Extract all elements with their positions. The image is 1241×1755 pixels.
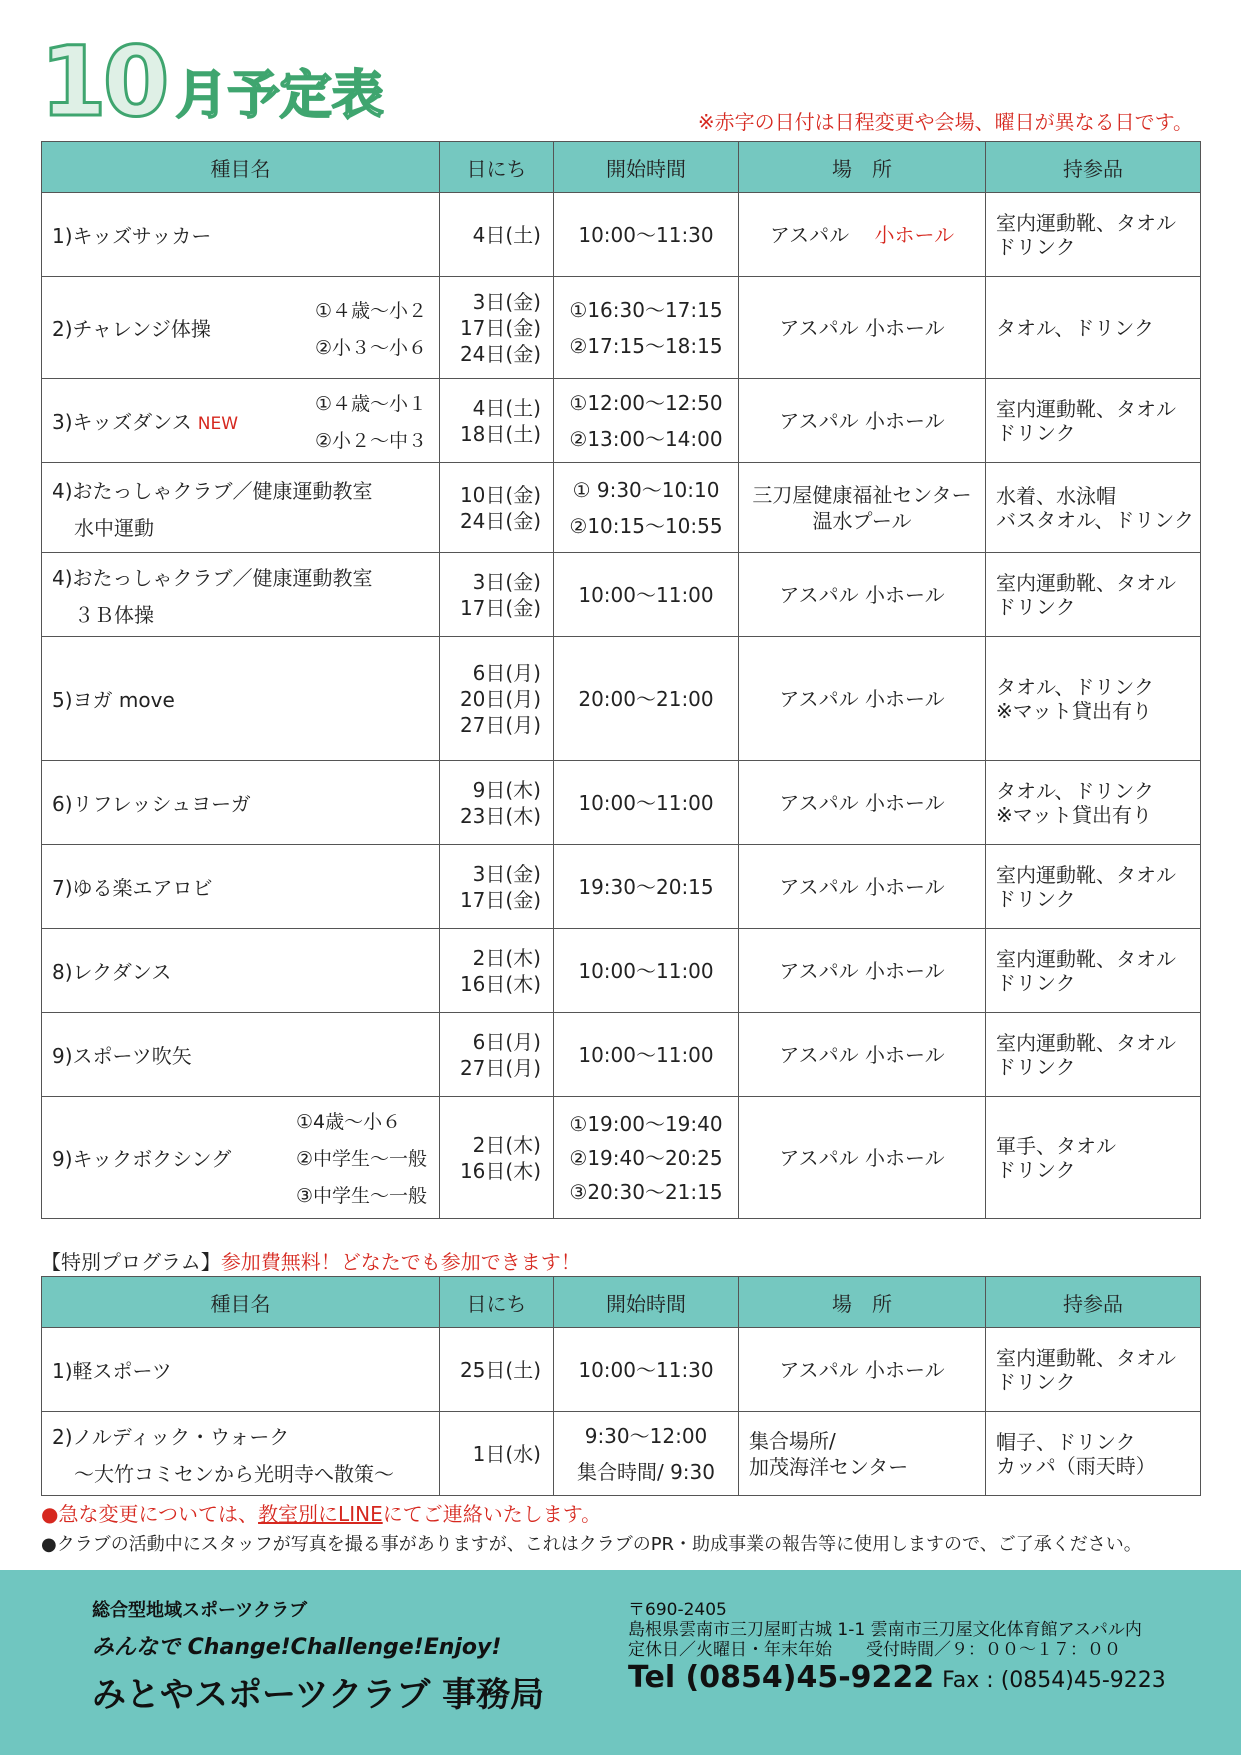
special-header-name: 種目名 bbox=[42, 1277, 440, 1328]
row-item: 室内運動靴、タオル bbox=[996, 570, 1176, 595]
row-name: 1)軽スポーツ bbox=[52, 1359, 172, 1383]
table-row bbox=[42, 845, 1201, 929]
row-item: ドリンク bbox=[996, 1157, 1076, 1182]
line-notice-a: ●急な変更については、 bbox=[41, 1502, 259, 1526]
row-name: 5)ヨガ move bbox=[52, 688, 175, 712]
row-time: 集合時間/ 9:30 bbox=[576, 1459, 715, 1484]
cell-name bbox=[42, 277, 440, 379]
row-time: 10:00～11:00 bbox=[578, 958, 714, 983]
row-time: ① 9:30～10:10 bbox=[572, 477, 720, 502]
cell-place bbox=[739, 553, 986, 637]
table-row bbox=[42, 379, 1201, 463]
line-notice-c: にてご連絡いたします。 bbox=[382, 1502, 602, 1526]
row-name: 8)レクダンス bbox=[52, 960, 172, 984]
row-place: 温水プール bbox=[812, 508, 912, 533]
cell-date bbox=[440, 1412, 554, 1496]
cell-name bbox=[42, 761, 440, 845]
cell-items bbox=[986, 929, 1201, 1013]
row-item: ※マット貸出有り bbox=[996, 698, 1152, 723]
row-date: 27日(月) bbox=[459, 1055, 541, 1080]
row-time: 20:00～21:00 bbox=[578, 686, 714, 711]
cell-name bbox=[42, 1097, 440, 1219]
row-name: 2)ノルディック・ウォーク bbox=[52, 1424, 290, 1449]
cell-items bbox=[986, 379, 1201, 463]
row-name: 4)おたっしゃクラブ／健康運動教室 bbox=[52, 478, 373, 503]
row-time: ①16:30～17:15 bbox=[569, 297, 723, 322]
row-time: ②19:40～20:25 bbox=[569, 1145, 723, 1170]
row-place: アスパル 小ホール bbox=[779, 874, 945, 899]
cell-items bbox=[986, 761, 1201, 845]
cell-name bbox=[42, 929, 440, 1013]
row-place: 集合場所/ bbox=[749, 1428, 836, 1453]
row-date: 17日(金) bbox=[459, 315, 541, 340]
row-name: 9)スポーツ吹矢 bbox=[52, 1044, 192, 1068]
row-item: ドリンク bbox=[996, 1054, 1076, 1079]
row-name: 7)ゆる楽エアロビ bbox=[52, 876, 213, 900]
cell-date bbox=[440, 463, 554, 553]
row-item: ドリンク bbox=[996, 420, 1076, 445]
row-place: アスパル 小ホール bbox=[779, 958, 945, 983]
row-place: アスパル 小ホール bbox=[779, 790, 945, 815]
footer-tel-line bbox=[628, 1660, 1166, 1695]
row-item: ※マット貸出有り bbox=[996, 802, 1152, 827]
cell-items bbox=[986, 1013, 1201, 1097]
cell-place bbox=[739, 929, 986, 1013]
row-place: アスパル 小ホール bbox=[779, 315, 945, 340]
cell-place bbox=[739, 379, 986, 463]
row-item: タオル、ドリンク bbox=[996, 778, 1154, 803]
cell-place bbox=[739, 193, 986, 277]
cell-place bbox=[739, 1328, 986, 1412]
cell-time bbox=[554, 761, 739, 845]
row-date: 17日(金) bbox=[459, 887, 541, 912]
cell-date bbox=[440, 845, 554, 929]
cell-date bbox=[440, 1328, 554, 1412]
row-name-sub: ～大竹コミセンから光明寺へ散策～ bbox=[74, 1461, 394, 1486]
row-date: 6日(月) bbox=[472, 1029, 541, 1054]
cell-date bbox=[440, 277, 554, 379]
special-free-note: 参加費無料！どなたでも参加できます！ bbox=[220, 1250, 581, 1274]
footer-hours: 定休日／火曜日・年末年始 受付時間／９：００～１７：００ bbox=[628, 1640, 1121, 1660]
row-date: 4日(土) bbox=[472, 222, 541, 247]
row-item: バスタオル、ドリンク bbox=[996, 507, 1194, 532]
row-date: 27日(月) bbox=[459, 712, 541, 737]
row-date: 2日(木) bbox=[472, 1132, 541, 1157]
row-sub-group: ①4歳～小６ bbox=[295, 1111, 402, 1133]
row-sub-group: ②中学生～一般 bbox=[295, 1148, 427, 1170]
new-badge: NEW bbox=[197, 414, 239, 434]
row-item: 室内運動靴、タオル bbox=[996, 1345, 1176, 1370]
title-number: 10 bbox=[40, 26, 166, 138]
row-time: 10:00～11:30 bbox=[578, 222, 714, 247]
cell-place bbox=[739, 637, 986, 761]
cell-time bbox=[554, 845, 739, 929]
row-item: ドリンク bbox=[996, 1369, 1076, 1394]
row-date: 6日(月) bbox=[472, 660, 541, 685]
table-row bbox=[42, 277, 1201, 379]
row-place: アスパル 小ホール bbox=[779, 1357, 945, 1382]
cell-place bbox=[739, 761, 986, 845]
cell-name bbox=[42, 379, 440, 463]
cell-name bbox=[42, 1412, 440, 1496]
row-date: 16日(木) bbox=[459, 971, 541, 996]
row-time: ②13:00～14:00 bbox=[569, 426, 723, 451]
cell-name bbox=[42, 637, 440, 761]
header-place: 場 所 bbox=[739, 142, 986, 193]
cell-place bbox=[739, 1013, 986, 1097]
row-place: 三刀屋健康福祉センター bbox=[752, 482, 972, 507]
row-time: ①19:00～19:40 bbox=[569, 1111, 723, 1136]
cell-items bbox=[986, 1328, 1201, 1412]
cell-date bbox=[440, 1097, 554, 1219]
header-name: 種目名 bbox=[42, 142, 440, 193]
cell-items bbox=[986, 463, 1201, 553]
row-name: 4)おたっしゃクラブ／健康運動教室 bbox=[52, 565, 373, 590]
row-time: 10:00～11:00 bbox=[578, 582, 714, 607]
cell-place bbox=[739, 277, 986, 379]
row-place: アスパル 小ホール bbox=[779, 582, 945, 607]
footer-contact bbox=[628, 1600, 1166, 1695]
footer-address: 島根県雲南市三刀屋町古城 1-1 雲南市三刀屋文化体育館アスパル内 bbox=[628, 1620, 1142, 1640]
row-date: 3日(金) bbox=[472, 289, 541, 314]
row-item: 室内運動靴、タオル bbox=[996, 396, 1176, 421]
row-item: ドリンク bbox=[996, 970, 1076, 995]
row-time: ②10:15～10:55 bbox=[569, 513, 723, 538]
special-header-place: 場 所 bbox=[739, 1277, 986, 1328]
row-time: 10:00～11:00 bbox=[578, 790, 714, 815]
footer-left bbox=[92, 1596, 544, 1716]
row-date: 24日(金) bbox=[459, 508, 541, 533]
row-date: 2日(木) bbox=[472, 945, 541, 970]
title-text: 月予定表 bbox=[175, 66, 384, 126]
red-date-note: ※赤字の日付は日程変更や会場、曜日が異なる日です。 bbox=[697, 110, 1193, 134]
row-date: 4日(土) bbox=[472, 395, 541, 420]
row-sub-group: ③中学生～一般 bbox=[295, 1185, 427, 1207]
row-place: 加茂海洋センター bbox=[749, 1454, 909, 1479]
row-date: 18日(土) bbox=[459, 421, 541, 446]
row-date: 23日(木) bbox=[459, 803, 541, 828]
row-place: アスパル bbox=[769, 222, 850, 247]
row-item: カッパ（雨天時） bbox=[996, 1453, 1156, 1478]
row-date: 10日(金) bbox=[459, 482, 541, 507]
row-item: 室内運動靴、タオル bbox=[996, 946, 1176, 971]
cell-date bbox=[440, 929, 554, 1013]
special-program-table bbox=[41, 1276, 1201, 1496]
row-date: 16日(木) bbox=[459, 1158, 541, 1183]
photo-notice: ●クラブの活動中にスタッフが写真を撮る事がありますが、これはクラブのPR・助成事業の報告等に使用しますので、ご了承ください。 bbox=[41, 1534, 1142, 1555]
cell-items bbox=[986, 193, 1201, 277]
cell-items bbox=[986, 1097, 1201, 1219]
table-row bbox=[42, 761, 1201, 845]
footer-tel: Tel (0854)45-9222 bbox=[628, 1660, 935, 1695]
row-place: アスパル 小ホール bbox=[779, 1145, 945, 1170]
table-row bbox=[42, 553, 1201, 637]
special-header-items: 持参品 bbox=[986, 1277, 1201, 1328]
row-sub-group: ②小２～中３ bbox=[314, 429, 427, 452]
cell-name bbox=[42, 1328, 440, 1412]
row-time: ②17:15～18:15 bbox=[569, 333, 723, 358]
cell-items bbox=[986, 277, 1201, 379]
cell-date bbox=[440, 1013, 554, 1097]
line-notice bbox=[41, 1498, 601, 1527]
cell-place bbox=[739, 1097, 986, 1219]
cell-time bbox=[554, 1097, 739, 1219]
table-row bbox=[42, 1412, 1201, 1496]
cell-name bbox=[42, 845, 440, 929]
table-row bbox=[42, 193, 1201, 277]
row-date: 17日(金) bbox=[459, 595, 541, 620]
row-place: アスパル 小ホール bbox=[779, 686, 945, 711]
footer-postal: 〒690-2405 bbox=[628, 1600, 727, 1620]
schedule-table bbox=[41, 141, 1201, 1219]
special-label: 【特別プログラム】 bbox=[41, 1250, 221, 1274]
row-item: 室内運動靴、タオル bbox=[996, 1030, 1176, 1055]
cell-date bbox=[440, 761, 554, 845]
row-name-sub: ３Ｂ体操 bbox=[74, 602, 154, 627]
cell-place bbox=[739, 845, 986, 929]
row-name: 6)リフレッシュヨーガ bbox=[52, 792, 251, 816]
page-title bbox=[40, 26, 384, 138]
row-time: 10:00～11:00 bbox=[578, 1042, 714, 1067]
row-name-sub: 水中運動 bbox=[74, 515, 154, 540]
cell-time bbox=[554, 553, 739, 637]
cell-date bbox=[440, 193, 554, 277]
cell-date bbox=[440, 379, 554, 463]
row-name: 3)キッズダンス bbox=[52, 410, 192, 434]
row-item: 室内運動靴、タオル bbox=[996, 210, 1176, 235]
row-item: タオル、ドリンク bbox=[996, 315, 1154, 340]
footer-club: 総合型地域スポーツクラブ bbox=[92, 1600, 308, 1621]
cell-time bbox=[554, 277, 739, 379]
cell-time bbox=[554, 379, 739, 463]
footer-slogan: みんなで Change!Challenge!Enjoy! bbox=[92, 1635, 502, 1660]
row-place-sub: 小ホール bbox=[874, 222, 955, 247]
cell-time bbox=[554, 929, 739, 1013]
cell-time bbox=[554, 463, 739, 553]
row-time: 9:30～12:00 bbox=[584, 1423, 708, 1448]
table-row bbox=[42, 929, 1201, 1013]
cell-name bbox=[42, 1013, 440, 1097]
row-sub-group: ①４歳～小２ bbox=[314, 299, 427, 322]
row-item: 室内運動靴、タオル bbox=[996, 862, 1176, 887]
cell-date bbox=[440, 553, 554, 637]
cell-place bbox=[739, 463, 986, 553]
row-date: 3日(金) bbox=[472, 569, 541, 594]
cell-name bbox=[42, 193, 440, 277]
row-item: 軍手、タオル bbox=[996, 1133, 1116, 1158]
row-time: ①12:00～12:50 bbox=[569, 390, 723, 415]
cell-time bbox=[554, 637, 739, 761]
cell-items bbox=[986, 637, 1201, 761]
cell-date bbox=[440, 637, 554, 761]
table-row bbox=[42, 463, 1201, 553]
footer-office: みとやスポーツクラブ 事務局 bbox=[92, 1675, 545, 1715]
row-name: 9)キックボクシング bbox=[52, 1147, 232, 1171]
row-item: タオル、ドリンク bbox=[996, 674, 1154, 699]
row-date: 3日(金) bbox=[472, 861, 541, 886]
row-item: 帽子、ドリンク bbox=[996, 1429, 1136, 1454]
line-notice-b: 教室別にLINE bbox=[258, 1502, 383, 1526]
table-row bbox=[42, 1328, 1201, 1412]
header-items: 持参品 bbox=[986, 142, 1201, 193]
row-item: ドリンク bbox=[996, 234, 1076, 259]
row-name: 1)キッズサッカー bbox=[52, 224, 212, 248]
row-sub-group: ②小３～小６ bbox=[314, 336, 427, 359]
row-place: アスパル 小ホール bbox=[779, 408, 945, 433]
row-date: 1日(水) bbox=[472, 1441, 541, 1466]
table-row bbox=[42, 1013, 1201, 1097]
cell-items bbox=[986, 553, 1201, 637]
cell-name bbox=[42, 553, 440, 637]
special-header-date: 日にち bbox=[440, 1277, 554, 1328]
row-time: ③20:30～21:15 bbox=[569, 1179, 723, 1204]
row-time: 10:00～11:30 bbox=[578, 1357, 714, 1382]
row-date: 9日(木) bbox=[472, 777, 541, 802]
footer bbox=[0, 1570, 1241, 1755]
cell-time bbox=[554, 1013, 739, 1097]
row-time: 19:30～20:15 bbox=[578, 874, 714, 899]
row-item: 水着、水泳帽 bbox=[996, 483, 1116, 508]
cell-name bbox=[42, 463, 440, 553]
cell-time bbox=[554, 1412, 739, 1496]
footer-fax: Fax : (0854)45-9223 bbox=[942, 1668, 1166, 1693]
row-date: 24日(金) bbox=[459, 341, 541, 366]
special-header-time: 開始時間 bbox=[554, 1277, 739, 1328]
cell-items bbox=[986, 845, 1201, 929]
row-date: 25日(土) bbox=[459, 1357, 541, 1382]
table-row bbox=[42, 1097, 1201, 1219]
table-row bbox=[42, 637, 1201, 761]
header-date: 日にち bbox=[440, 142, 554, 193]
cell-time bbox=[554, 193, 739, 277]
cell-place bbox=[739, 1412, 986, 1496]
row-name: 2)チャレンジ体操 bbox=[52, 317, 211, 341]
header-time: 開始時間 bbox=[554, 142, 739, 193]
row-place: アスパル 小ホール bbox=[779, 1042, 945, 1067]
row-date: 20日(月) bbox=[459, 686, 541, 711]
row-sub-group: ①４歳～小１ bbox=[314, 392, 427, 415]
special-program-heading bbox=[41, 1246, 581, 1275]
row-item: ドリンク bbox=[996, 594, 1076, 619]
cell-time bbox=[554, 1328, 739, 1412]
cell-items bbox=[986, 1412, 1201, 1496]
row-item: ドリンク bbox=[996, 886, 1076, 911]
